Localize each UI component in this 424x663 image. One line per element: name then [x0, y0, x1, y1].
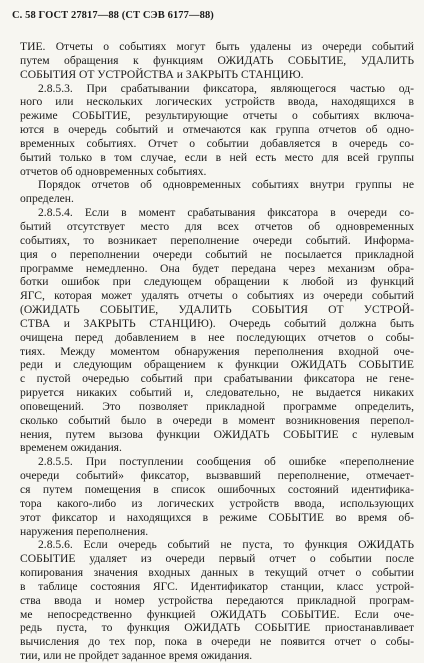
text-line: тиях. Между моментом обнаружения переполнения входной оче-: [20, 344, 414, 358]
text-line: ются в очередь событий и отмечаются как группа отчетов об одно-: [20, 123, 414, 137]
text-line: ция о переполнении очереди событий не посылается прикладной: [20, 247, 414, 261]
text-line: бытий только в том случае, если в ней есть место для всей группы: [20, 150, 414, 164]
text-line: оповещений. Это позволяет прикладной программе определить,: [20, 399, 414, 413]
text-line: программе немедленно. Она будет передана через механизм обра-: [20, 261, 414, 275]
text-line: очищена перед добавлением в нее последующих отчетов о собы-: [20, 330, 414, 344]
text-line: ме непосредственно функцией ОЖИДАТЬ СОБЫТИЕ. Если оче-: [20, 607, 414, 621]
text-line: (ОЖИДАТЬ СОБЫТИЕ, УДАЛИТЬ СОБЫТИЯ ОТ УСТРОЙ-: [20, 303, 414, 317]
text-line: режиме СОБЫТИЕ, результирующие отчеты о событиях включа-: [20, 109, 414, 123]
text-line: сколько событий было в очереди в момент возникновения перепол-: [20, 413, 414, 427]
text-line: 2.8.5.5. При поступлении сообщения об ошибке «переполнение: [38, 455, 414, 469]
text-line: СТВА и ЗАКРЫТЬ СТАНЦИЮ). Очередь событий должна быть: [20, 316, 414, 330]
text-line: ЯГС, которая может удалять отчеты о событиях из очереди событий: [20, 289, 414, 303]
page-header: С. 58 ГОСТ 27817—88 (СТ СЭВ 6177—88): [12, 10, 214, 21]
text-line: СОБЫТИЯ ОТ УСТРОЙСТВА и ЗАКРЫТЬ СТАНЦИЮ.: [20, 67, 304, 81]
text-line: с пустой очередью событий при срабатывании фиксатора не гене-: [20, 372, 414, 386]
text-line: тора какого-либо из логических устройств ввода, использующих: [20, 496, 414, 510]
text-line: 2.8.5.3. При срабатывании фиксатора, являющегося частью од-: [38, 81, 414, 95]
text-line: тии, или не пройдет заданное время ожидания.: [20, 649, 253, 663]
text-line: ся путем помещения в список ошибочных состояний идентифика-: [20, 483, 414, 496]
text-line: рируется никаких событий и, следовательно, не выдается никаких: [20, 386, 414, 400]
text-line: 2.8.5.6. Если очередь событий не пуста, то функция ОЖИДАТЬ: [38, 538, 414, 552]
text-line: этот фиксатор и находящихся в режиме СОБЫТИЕ во время об-: [20, 510, 414, 524]
text-line: вычисления до тех пор, пока в очереди не появится отчет о собы-: [20, 635, 414, 649]
text-line: ботки ошибок при следующем обращении к любой из функций: [20, 275, 414, 289]
text-line: определен.: [20, 192, 74, 206]
document-body: [20, 40, 414, 663]
text-line: ТИЕ. Отчеты о событиях могут быть удалены из очереди событий: [20, 40, 414, 53]
text-line: ства ввода и номер устройства передаются прикладной програм-: [20, 593, 414, 607]
text-line: отчетов об одновременных событиях.: [20, 164, 207, 178]
text-line: редь пуста, то функция ОЖИДАТЬ СОБЫТИЕ приостанавливает: [20, 621, 414, 635]
text-line: наружения переполнения.: [20, 524, 149, 538]
text-line: временем ожидания.: [20, 441, 122, 455]
text-line: бытий отсутствует место для всех отчетов об одновременных: [20, 219, 414, 233]
text-line: Порядок отчетов об одновременных событиях внутри группы не: [38, 178, 414, 192]
text-line: в таблице состояния ЯГС. Идентификатор станции, класс устрой-: [20, 579, 414, 593]
text-line: нения, путем вызова функции ОЖИДАТЬ СОБЫТИЕ с нулевым: [20, 427, 414, 441]
text-line: реди и следующим обращением к функции ОЖИДАТЬ СОБЫТИЕ: [20, 358, 414, 372]
text-line: временных событиях. Отчет о событии добавляется в очередь со-: [20, 136, 414, 150]
text-line: очереди событий» фиксатор, вызвавший переполнение, отмечает-: [20, 469, 414, 483]
text-line: 2.8.5.4. Если в момент срабатывания фиксатора в очереди со-: [38, 206, 414, 220]
text-line: путем обращения к функциям ОЖИДАТЬ СОБЫТИЕ, УДАЛИТЬ: [20, 53, 414, 67]
text-line: копирования значения входных данных в текущий отчет о событии: [20, 566, 414, 580]
text-line: событиях, то возникает переполнение очереди событий. Информа-: [20, 233, 414, 247]
text-line: ного или нескольких логических устройств ввода, находящихся в: [20, 95, 414, 109]
text-line: СОБЫТИЕ удаляет из очереди первый отчет о событии после: [20, 552, 414, 566]
